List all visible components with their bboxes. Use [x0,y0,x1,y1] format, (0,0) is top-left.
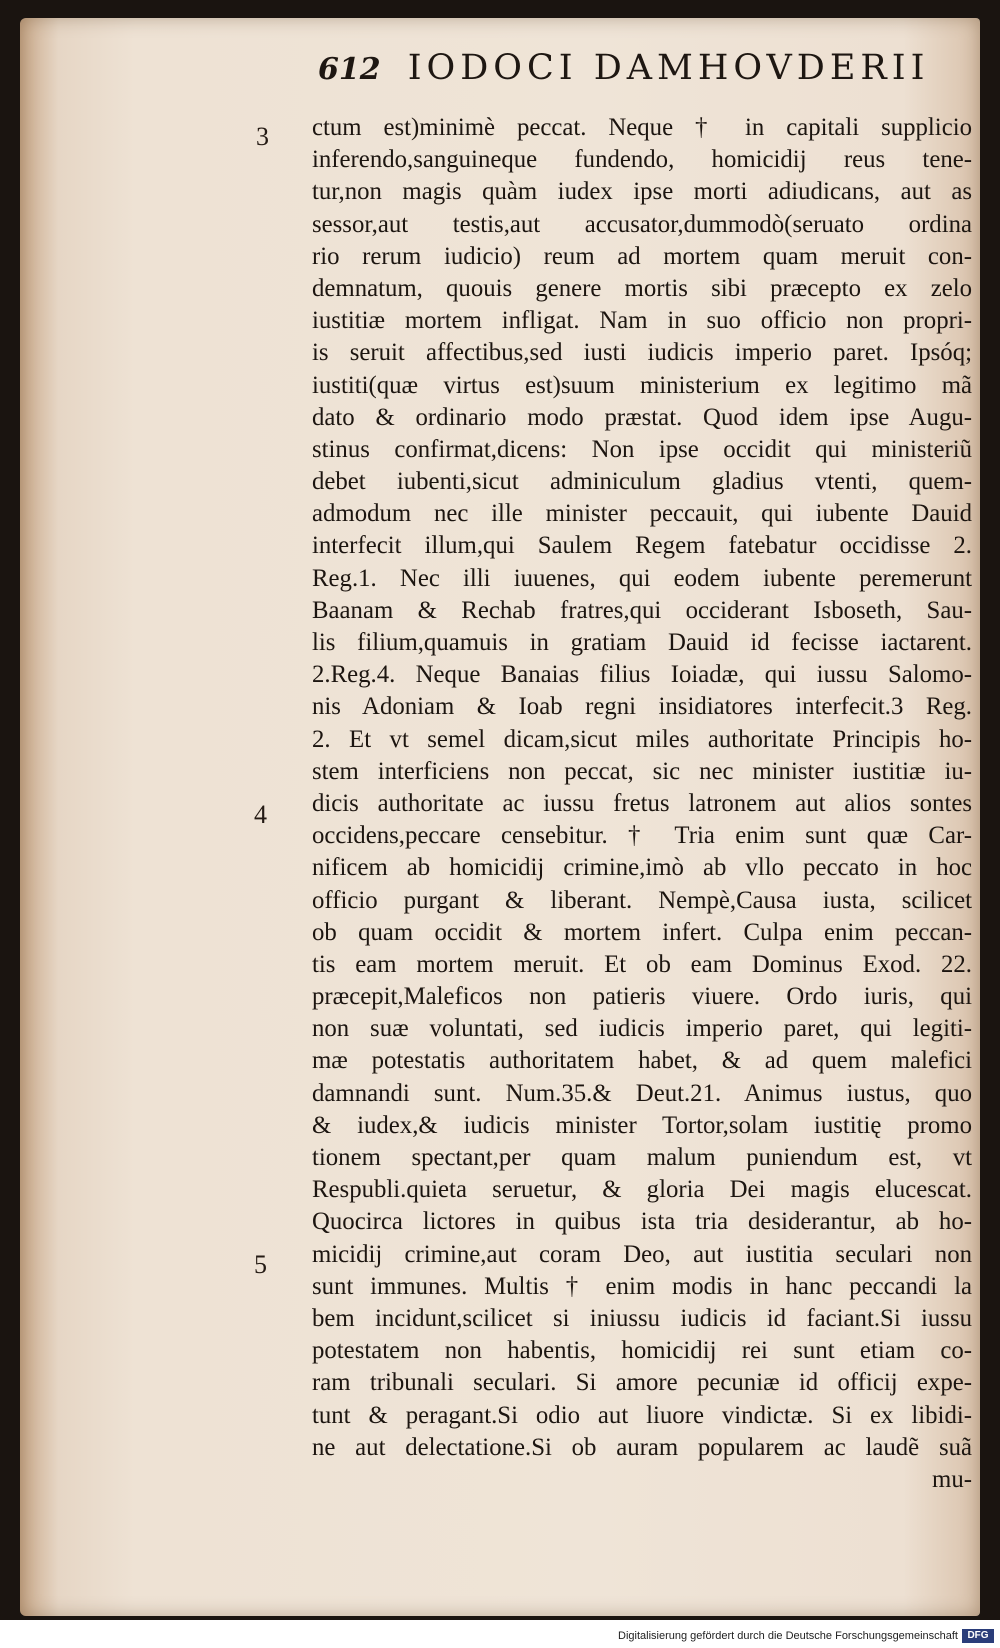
text-line: tur,non magis quàm iudex ipse morti adiudicans, aut as [312,178,972,206]
page-header [318,48,958,88]
text-line: potestatem non habentis, homicidij rei sunt etiam co- [312,1337,972,1365]
text-line: Reg.1. Nec illi iuuenes, qui eodem iubente peremerunt [312,564,972,592]
text-line: sessor,aut testis,aut accusator,dummodò(seruato ordina [312,210,972,238]
funding-credit: Digitalisierung gefördert durch die Deutsche Forschungsgemeinschaft [618,1630,958,1642]
text-line: interfecit illum,qui Saulem Regem fatebatur occidisse 2. [312,532,972,560]
text-line: iustiti(quæ virtus est)suum ministerium ex legitimo mã [312,371,972,399]
text-line: mæ potestatis authoritatem habet, & ad quem malefici [312,1047,972,1075]
text-line: micidij crimine,aut coram Deo, aut iustitia seculari non [312,1240,972,1268]
text-line: rio rerum iudicio) reum ad mortem quam meruit con- [312,242,972,270]
text-line: inferendo,sanguineque fundendo, homicidij reus tene- [312,146,972,174]
text-line: demnatum, quouis genere mortis sibi præcepto ex zelo [312,274,972,302]
text-line: Respubli.quieta seruetur, & gloria Dei magis elucescat. [312,1176,972,1204]
page-number: 612 [318,52,381,87]
text-line: nificem ab homicidij crimine,imò ab vllo peccato in hoc [312,854,972,882]
running-title: IODOCI DAMHOVDERII [407,48,930,88]
text-line: officio purgant & liberant. Nempè,Causa iusta, scilicet [312,886,972,914]
text-line: admodum nec ille minister peccauit, qui iubente Dauid [312,500,972,528]
text-line: & iudex,& iudicis minister Tortor,solam iustitię promo [312,1111,972,1139]
text-line: dicis authoritate ac iussu fretus latronem aut alios sontes [312,789,972,817]
text-line: 2.Reg.4. Neque Banaias filius Ioiadæ, qui iussu Salomo- [312,661,972,689]
text-line: Quocirca lictores in quibus ista tria desiderantur, ab ho- [312,1208,972,1236]
margin-section-number: 5 [254,1250,267,1279]
text-line: is seruit affectibus,sed iusti iudicis imperio paret. Ipsóq; [312,339,972,367]
text-line: ctum est)minimè peccat. Neque † in capitali supplicio [312,114,972,141]
text-line: dato & ordinario modo præstat. Quod idem ipse Augu- [312,403,972,431]
text-line: bem incidunt,scilicet si iniussu iudicis id faciant.Si iussu [312,1304,972,1332]
text-line: ram tribunali seculari. Si amore pecuniæ id officij expe- [312,1369,972,1397]
dfg-logo: DFG [962,1629,994,1643]
text-line: 2. Et vt semel dicam,sicut miles authoritate Principis ho- [312,725,972,753]
text-line: tionem spectant,per quam malum puniendum est, vt [312,1144,972,1171]
text-line: lis filium,quamuis in gratiam Dauid id fecisse iactarent. [312,629,972,656]
text-line: iustitiæ mortem infligat. Nam in suo officio non propri- [312,307,972,335]
text-line: Baanam & Rechab fratres,qui occiderant Isboseth, Sau- [312,596,972,624]
text-line: damnandi sunt. Num.35.& Deut.21. Animus iustus, quo [312,1079,972,1107]
body-text [312,112,972,1496]
text-line: occidens,peccare censebitur. † Tria enim sunt quæ Car- [312,822,972,850]
text-line: sunt immunes. Multis † enim modis in hanc peccandi la [312,1272,972,1300]
text-line: ob quam occidit & mortem infert. Culpa enim peccan- [312,918,972,946]
text-line: nis Adoniam & Ioab regni insidiatores interfecit.3 Reg. [312,693,972,721]
text-line: tunt & peragant.Si odio aut liuore vindictæ. Si ex libidi- [312,1401,972,1429]
text-line: præcepit,Maleficos non patieris viuere. Ordo iuris, qui [312,983,972,1011]
text-line: stem interficiens non peccat, sic nec minister iustitiæ iu- [312,757,972,785]
text-line: tis eam mortem meruit. Et ob eam Dominus Exod. 22. [312,950,972,978]
text-line: mu- [932,1465,972,1493]
margin-section-number: 3 [256,122,269,151]
margin-section-number: 4 [254,800,267,829]
text-line: non suæ voluntati, sed iudicis imperio paret, qui legiti- [312,1015,972,1043]
text-line: debet iubenti,sicut adminiculum gladius vtenti, quem- [312,468,972,496]
text-line: ne aut delectatione.Si ob auram popularem ac laudẽ suã [312,1433,972,1461]
text-line: stinus confirmat,dicens: Non ipse occidit qui ministeriũ [312,435,972,463]
